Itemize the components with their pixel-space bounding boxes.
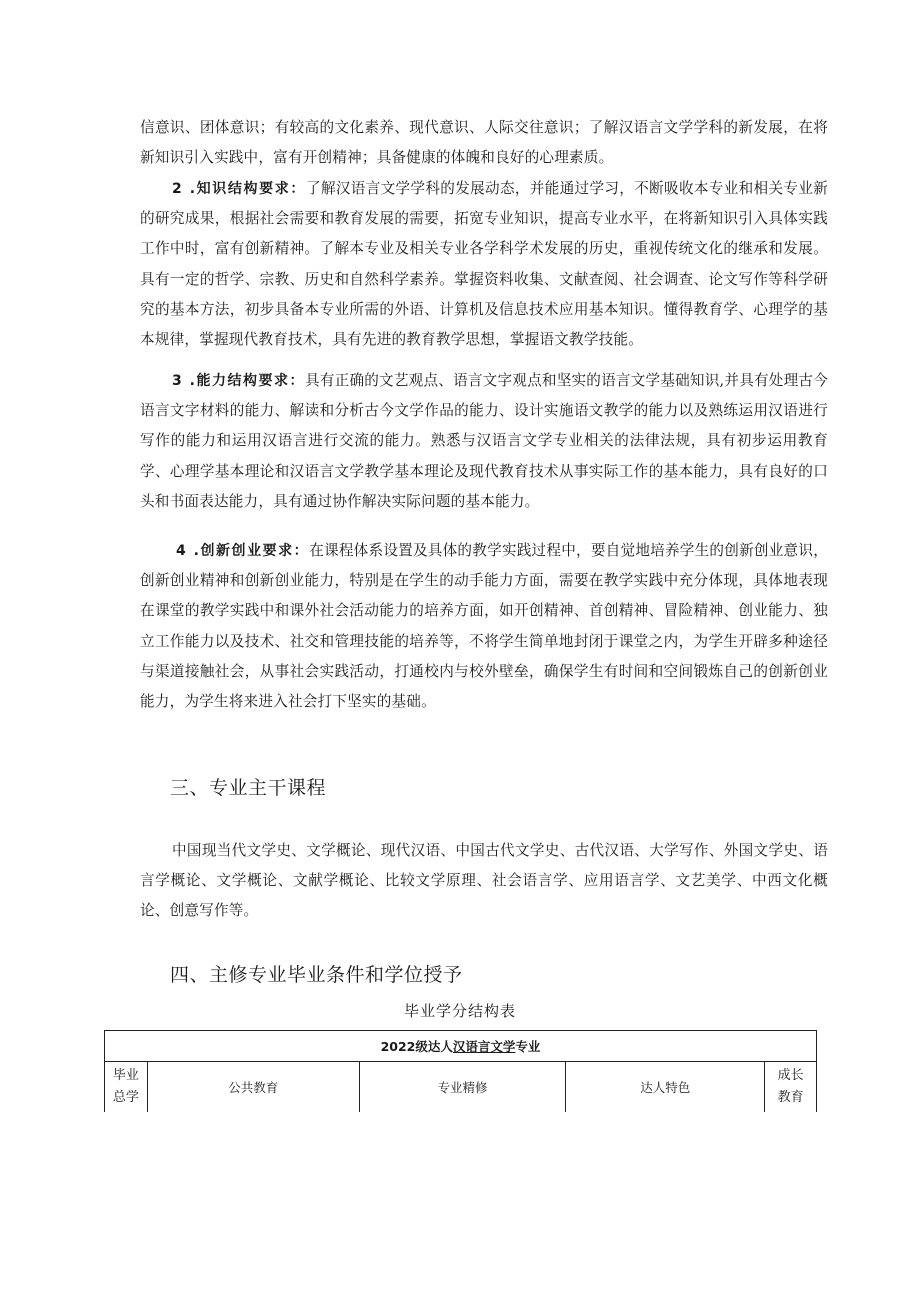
credit-structure-table	[104, 1030, 817, 1112]
header-total-line1: 毕业	[112, 1068, 139, 1083]
header-major-courses: 专业精修	[359, 1062, 565, 1113]
header-public-education: 公共教育	[147, 1062, 359, 1113]
ability-structure-lead: 3 .能力结构要求：	[172, 373, 306, 389]
table-title-row	[105, 1031, 817, 1062]
table-caption: 毕业学分结构表	[403, 1002, 516, 1020]
table-title-major: 汉语言文学	[452, 1039, 516, 1054]
section-heading-graduation: 四、主修专业毕业条件和学位授予	[170, 964, 463, 986]
header-growth-line2: 教育	[777, 1090, 804, 1105]
paragraph-innovation	[140, 536, 828, 717]
header-talent-features: 达人特色	[566, 1062, 765, 1113]
paragraph-ability-structure	[140, 366, 828, 517]
paragraph-quality-tail: 信意识、团体意识；有较高的文化素养、现代意识、人际交往意识；了解汉语言文学学科的新发展，在将新知识引入实践中，富有开创精神；具备健康的体魄和良好的心理素质。	[140, 119, 828, 167]
paragraph-core-courses: 中国现当代文学史、文学概论、现代汉语、中国古代文学史、古代汉语、大学写作、外国文学史、语言学概论、文学概论、文献学概论、比较文学原理、社会语言学、应用语言学、文艺美学、中西文化概论、创意写作等。	[140, 842, 828, 920]
header-growth-education	[765, 1062, 817, 1113]
table-title-cell	[105, 1031, 817, 1062]
header-growth-line1: 成长	[777, 1068, 804, 1083]
knowledge-structure-text: 了解汉语言文学学科的发展动态，并能通过学习，不断吸收本专业和相关专业新的研究成果，根据社会需要和教育发展的需要，拓宽专业知识，提高专业水平，在将新知识引入具体实践工作中时，富有创新精神。了解本专业及相关专业各学科学术发展的历史，重视传统文化的继承和发展。具有一定的哲学、宗教、历史和自然科学素养。掌握资料收集、文献查阅、社会调查、论文写作等科学研究的基本方法，初步具备本专业所需的外语、计算机及信息技术应用基本知识。懂得教育学、心理学的基本规律，掌握现代教育技术，具有先进的教育教学思想，掌握语文教学技能。	[140, 180, 828, 349]
paragraph-knowledge-structure	[140, 174, 828, 355]
section-heading-core-courses: 三、专业主干课程	[170, 777, 327, 799]
header-total-line2: 总学	[112, 1090, 139, 1105]
knowledge-structure-lead: 2 .知识结构要求：	[172, 181, 307, 197]
table-header-row	[105, 1062, 817, 1113]
innovation-text: 在课程体系设置及具体的教学实践过程中，要自觉地培养学生的创新创业意识，创新创业精神和创新创业能力，特别是在学生的动手能力方面，需要在教学实践中充分体现，具体地表现在课堂的教学实践中和课外社会活动能力的培养方面，如开创精神、首创精神、冒险精神、创业能力、独立工作能力以及技术、社交和管理技能的培养等，不将学生简单地封闭于课堂之内，为学生开辟多种途径与渠道接触社会，从事社会实践活动，打通校内与校外壁垒，确保学生有时间和空间锻炼自己的创新创业能力，为学生将来进入社会打下坚实的基础。	[140, 542, 828, 711]
ability-structure-text: 具有正确的文艺观点、语言文字观点和坚实的语言文学基础知识,并具有处理古今语言文字材料的能力、解读和分析古今文学作品的能力、设计实施语文教学的能力以及熟练运用汉语进行写作的能力和运用汉语言进行交流的能力。熟悉与汉语言文学专业相关的法律法规，具有初步运用教育学、心理学基本理论和汉语言文学教学基本理论及现代教育技术从事实际工作的基本能力，具有良好的口头和书面表达能力，具有通过协作解决实际问题的基本能力。	[140, 372, 829, 510]
innovation-lead: 4 .创新创业要求：	[176, 543, 310, 559]
header-total-credits	[105, 1062, 148, 1113]
table-title-prefix: 2022级达人	[380, 1039, 453, 1054]
table-title-suffix: 专业	[515, 1039, 541, 1054]
